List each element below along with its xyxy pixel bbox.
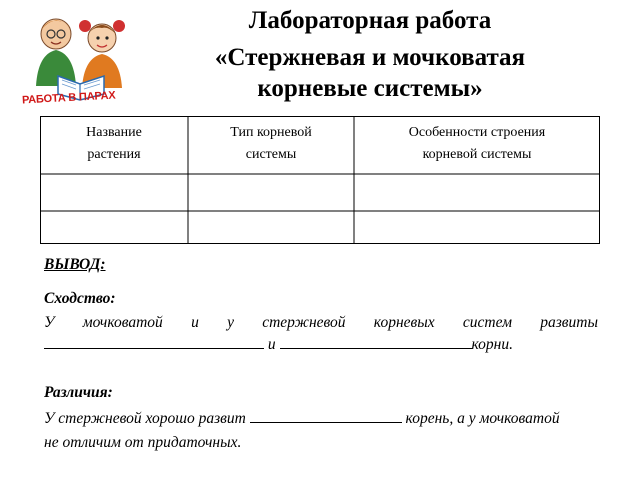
similarity-line1: У мочковатой и у стержневой корневых систем развиты (44, 314, 598, 331)
table-row[interactable] (40, 174, 600, 211)
difference-line2: не отличим от придаточных. (44, 434, 242, 451)
title-lab-work: Лабораторная работа (248, 7, 492, 34)
title-topic-line1: «Стержневая и мочковатая (214, 44, 526, 71)
difference-line1: У стержневой хорошо развит корень, а у мочковатой (44, 410, 560, 427)
header-root-type: Тип корневой системы (230, 125, 312, 162)
answer-blank[interactable] (250, 408, 402, 423)
answer-blank[interactable] (44, 334, 264, 349)
similarity-heading: Сходство: (44, 290, 116, 307)
similarity-line2: и корни. (44, 334, 598, 354)
difference-heading: Различия: (44, 384, 113, 401)
title-topic-line2: корневые системы» (257, 75, 483, 102)
conclusion-heading: ВЫВОД: (44, 256, 106, 273)
roots-table (40, 116, 600, 244)
answer-blank[interactable] (280, 334, 472, 349)
title-topic (140, 42, 600, 104)
header-structure-features: Особенности строения корневой системы (408, 125, 546, 162)
header-plant-name: Название растения (86, 125, 142, 162)
pair-work-badge: РАБОТА В ПАРАХ (21, 89, 116, 107)
table-row[interactable] (40, 211, 600, 244)
